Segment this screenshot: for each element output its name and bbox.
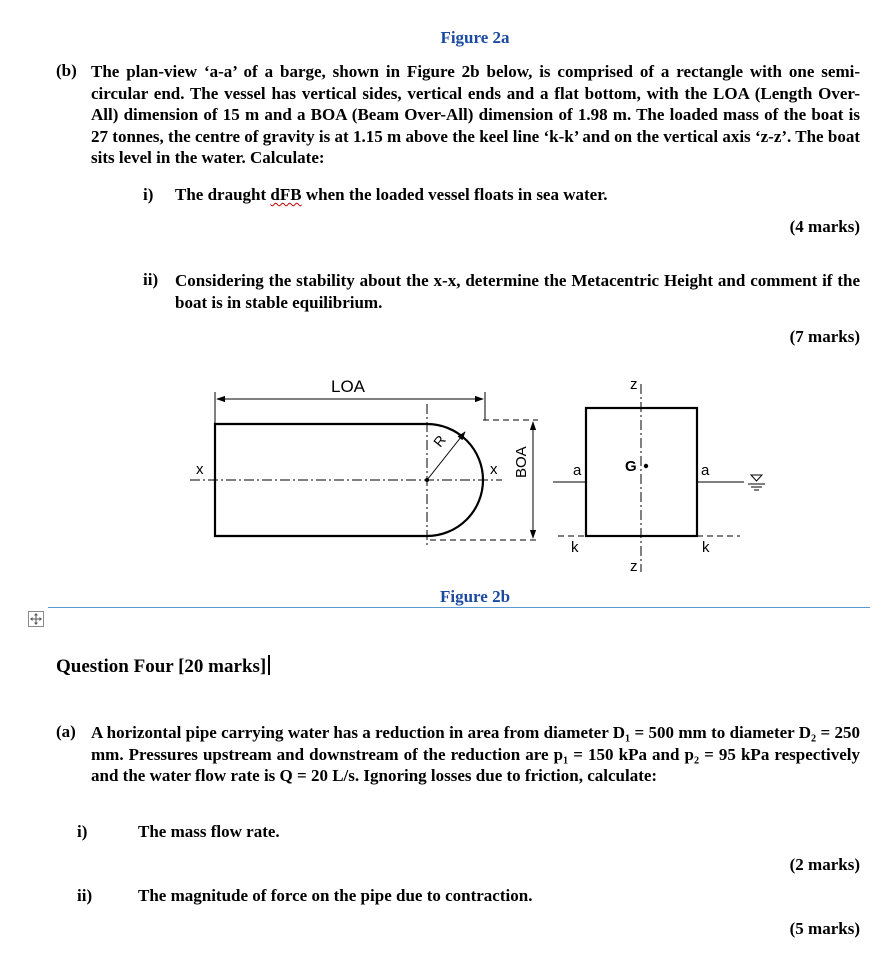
table-move-handle[interactable] — [28, 611, 44, 627]
k-label-left: k — [571, 539, 579, 556]
part-a-text: A horizontal pipe carrying water has a reduction in area from diameter D₁ = 500 mm to diameter D₂ = 250 mm. Pressures upstream and downstream of the reduction are p₁ = 150 kPa and p₂ = 95 kPa respectively and the water flow rate is Q = 20 L/s. Ignoring losses due to friction, calculate: — [91, 723, 860, 785]
section-rule — [48, 607, 870, 608]
x-axis-label-right: x — [490, 461, 498, 478]
a-label-right: a — [701, 462, 710, 479]
part-b-text: The plan-view ‘a-a’ of a barge, shown in Figure 2b below, is comprised of a rectangle with one semi-circular end. The vessel has vertical sides, vertical ends and a flat bottom, with the LOA (Length Over-All) dimension of 15 m and a BOA (Beam Over-All) dimension of 1.98 m. The loaded mass of the boat is 27 tonnes, the centre of gravity is at 1.15 m above the keel line ‘k-k’ and on the vertical axis ‘z-z’. The boat sits level in the water. Calculate: — [91, 62, 860, 167]
radius-label: R — [430, 432, 449, 450]
item-i-text-after: when the loaded vessel floats in sea water. — [301, 185, 608, 204]
move-cross-icon — [29, 612, 43, 626]
figure-2a-caption: Figure 2a — [440, 28, 510, 47]
draught-term-misspelled[interactable]: dFB — [270, 185, 302, 204]
part-a-item-ii-marker: ii) — [77, 886, 93, 905]
water-level-icon — [748, 475, 765, 490]
figure-2b-caption: Figure 2b — [439, 587, 511, 606]
part-b-item-i-marks: (4 marks) — [789, 217, 860, 236]
x-axis-label-left: x — [196, 461, 204, 478]
k-label-right: k — [702, 539, 710, 556]
a-label-left: a — [573, 462, 582, 479]
loa-label: LOA — [331, 377, 366, 396]
question-four-title: Question Four [20 marks] — [56, 656, 267, 677]
part-b-item-ii-marks: (7 marks) — [789, 327, 860, 346]
part-b-item-i-marker: i) — [143, 185, 154, 204]
part-a-item-ii-marks: (5 marks) — [789, 919, 860, 938]
part-b-item-ii-text: Considering the stability about the x-x, determine the Metacentric Height and comment if the boat is in stable equilibrium. — [175, 271, 860, 312]
item-i-text-before: The draught — [175, 185, 271, 204]
part-b-marker: (b) — [56, 61, 77, 80]
part-a-item-i-marks: (2 marks) — [789, 855, 860, 874]
part-b-item-ii-marker: ii) — [143, 270, 159, 289]
plan-view — [190, 392, 538, 546]
z-axis-label-bottom: z — [630, 558, 638, 575]
section-view — [553, 384, 765, 575]
centre-of-gravity-point — [644, 464, 648, 468]
part-a-item-i-text: The mass flow rate. — [138, 822, 280, 841]
text-cursor — [268, 655, 270, 675]
part-a-marker: (a) — [56, 722, 76, 741]
question-four-heading — [56, 655, 270, 678]
part-a-item-ii-text: The magnitude of force on the pipe due to contraction. — [138, 886, 533, 905]
part-a-item-i-marker: i) — [77, 822, 88, 841]
g-label: G — [625, 458, 637, 475]
z-axis-label-top: z — [630, 376, 638, 393]
boa-label: BOA — [513, 446, 530, 478]
